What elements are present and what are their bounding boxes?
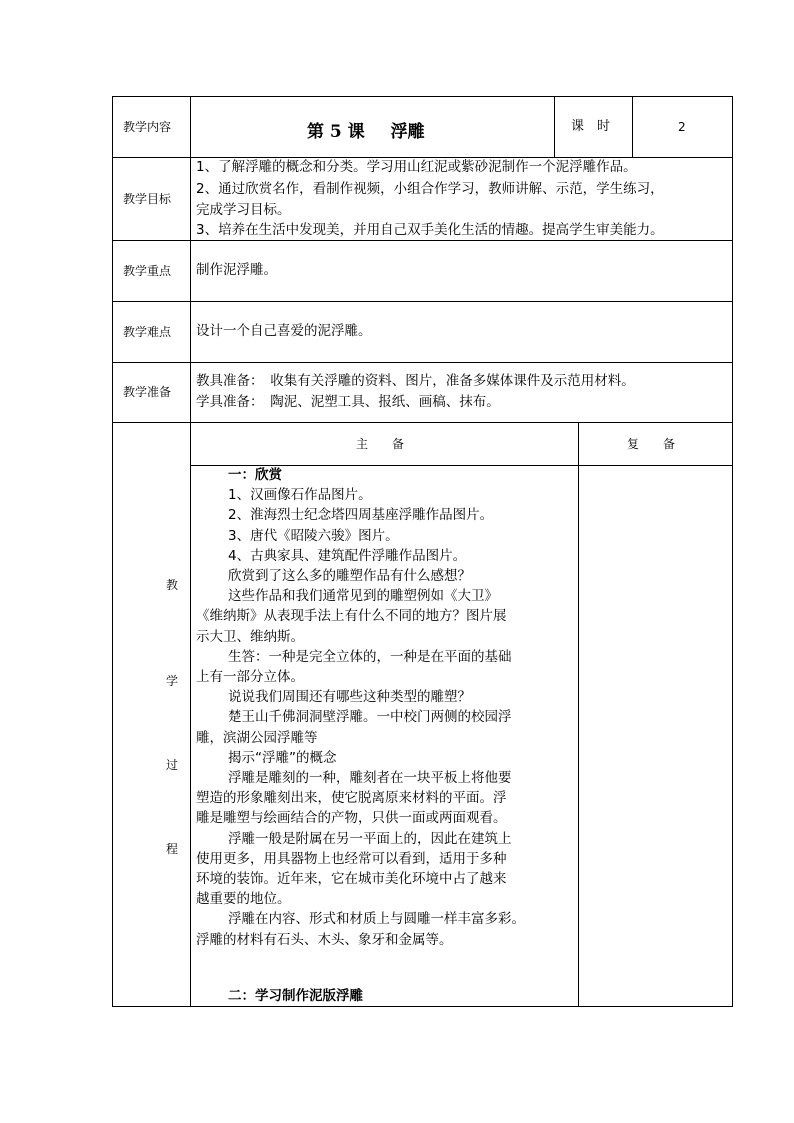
lesson-name: 浮雕 [390,122,425,142]
main-review-divider [578,422,579,1007]
paragraph-5-line-1: 揭示“浮雕”的概念 [228,749,337,766]
paragraph-6-line-2: 塑造的形象雕刻出来，使它脱离原来材料的平面。浮 [196,790,507,807]
goal-line-3: 完成学习目标。 [196,202,291,218]
period-value-divider [632,96,633,158]
paragraph-7-line-3: 环境的装饰。近年来，它在城市美化环境中占了越来 [196,871,507,888]
paragraph-7-line-4: 越重要的地位。 [196,891,291,908]
paragraph-1-line-2: 《维纳斯》从表现手法上有什么不同的地方？图片展 [196,608,507,625]
process-label-char-4: 程 [166,842,179,856]
process-content [196,465,576,950]
teacher-preparation: 教具准备： 收集有关浮雕的资料、图片，准备多媒体课件及示范用材料。 [196,373,635,389]
table-border-bottom [112,1006,733,1007]
section-heading-appreciation: 一：欣赏 [228,467,282,483]
paragraph-6-line-3: 雕是雕塑与绘画结合的产物，只供一面或两面观看。 [196,810,507,827]
paragraph-3-line-1: 说说我们周围还有哪些这种类型的雕塑？ [228,689,471,706]
paragraph-8-line-1: 浮雕在内容、形式和材质上与圆雕一样丰富多彩。 [228,911,525,928]
table-border-top [112,96,733,97]
appreciation-item-2: 2、淮海烈士纪念塔四周基座浮雕作品图片。 [228,507,494,524]
period-label: 课 时 [571,119,611,134]
paragraph-8-line-2: 浮雕的材料有石头、木头、象牙和金属等。 [196,931,453,948]
goals-label: 教学目标 [123,192,172,206]
paragraph-6-line-1: 浮雕是雕刻的一种，雕刻者在一块平板上将他要 [228,770,512,787]
process-label-char-1: 教 [166,578,179,592]
student-preparation: 学具准备： 陶泥、泥塑工具、报纸、画稿、抹布。 [196,394,500,410]
paragraph-7-line-2: 使用更多，用具器物上也经常可以看到，适用于多种 [196,850,507,867]
paragraph-1-line-3: 示大卫、维纳斯。 [196,628,304,645]
appreciation-item-1: 1、汉画像石作品图片。 [228,487,372,504]
paragraph-2-line-2: 上有一部分立体。 [196,669,304,686]
goal-line-2: 2、通过欣赏名作，看制作视频，小组合作学习，教师讲解、示范，学生练习， [196,181,664,197]
content-label: 教学内容 [123,120,172,134]
key-point-label: 教学重点 [123,264,172,278]
review-column-header: 复 备 [627,437,676,451]
period-value: 2 [678,120,686,134]
section-heading-making: 二：学习制作泥版浮雕 [228,988,363,1004]
process-label-char-3: 过 [166,758,179,772]
preparation-label: 教学准备 [123,385,172,399]
row-divider-2 [112,240,733,241]
goal-line-4: 3、培养在生活中发现美，并用自己双手美化生活的情趣。提高学生审美能力。 [196,222,664,238]
paragraph-4-line-1: 楚王山千佛洞洞壁浮雕。一中校门两侧的校园浮 [228,709,512,726]
difficulty-text: 设计一个自己喜爱的泥浮雕。 [196,323,372,339]
key-point-text: 制作泥浮雕。 [196,262,277,278]
label-column-divider [190,96,191,1007]
row-divider-3 [112,301,733,302]
paragraph-1-line-1: 这些作品和我们通常见到的雕塑例如《大卫》 [228,588,498,605]
process-label-char-2: 学 [166,674,179,688]
title-period-divider [554,96,555,158]
appreciation-question: 欣赏到了这么多的雕塑作品有什么感想？ [228,568,471,585]
goal-line-1: 1、了解浮雕的概念和分类。学习用山红泥或紫砂泥制作一个泥浮雕作品。 [196,159,637,175]
paragraph-4-line-2: 雕，滨湖公园浮雕等 [196,729,318,746]
lesson-title [307,117,425,142]
paragraph-2-line-1: 生答：一种是完全立体的，一种是在平面的基础 [228,648,512,665]
difficulty-label: 教学难点 [123,325,172,339]
appreciation-item-4: 4、古典家具、建筑配件浮雕作品图片。 [228,547,467,564]
paragraph-7-line-1: 浮雕一般是附属在另一平面上的，因此在建筑上 [228,830,512,847]
lesson-number: 第 5 课 [307,122,365,142]
table-border-left [112,96,113,1007]
table-border-right [732,96,733,1007]
appreciation-item-3: 3、唐代《昭陵六骏》图片。 [228,527,399,544]
main-column-header: 主 备 [356,437,405,451]
row-divider-5 [112,422,733,423]
row-divider-4 [112,362,733,363]
